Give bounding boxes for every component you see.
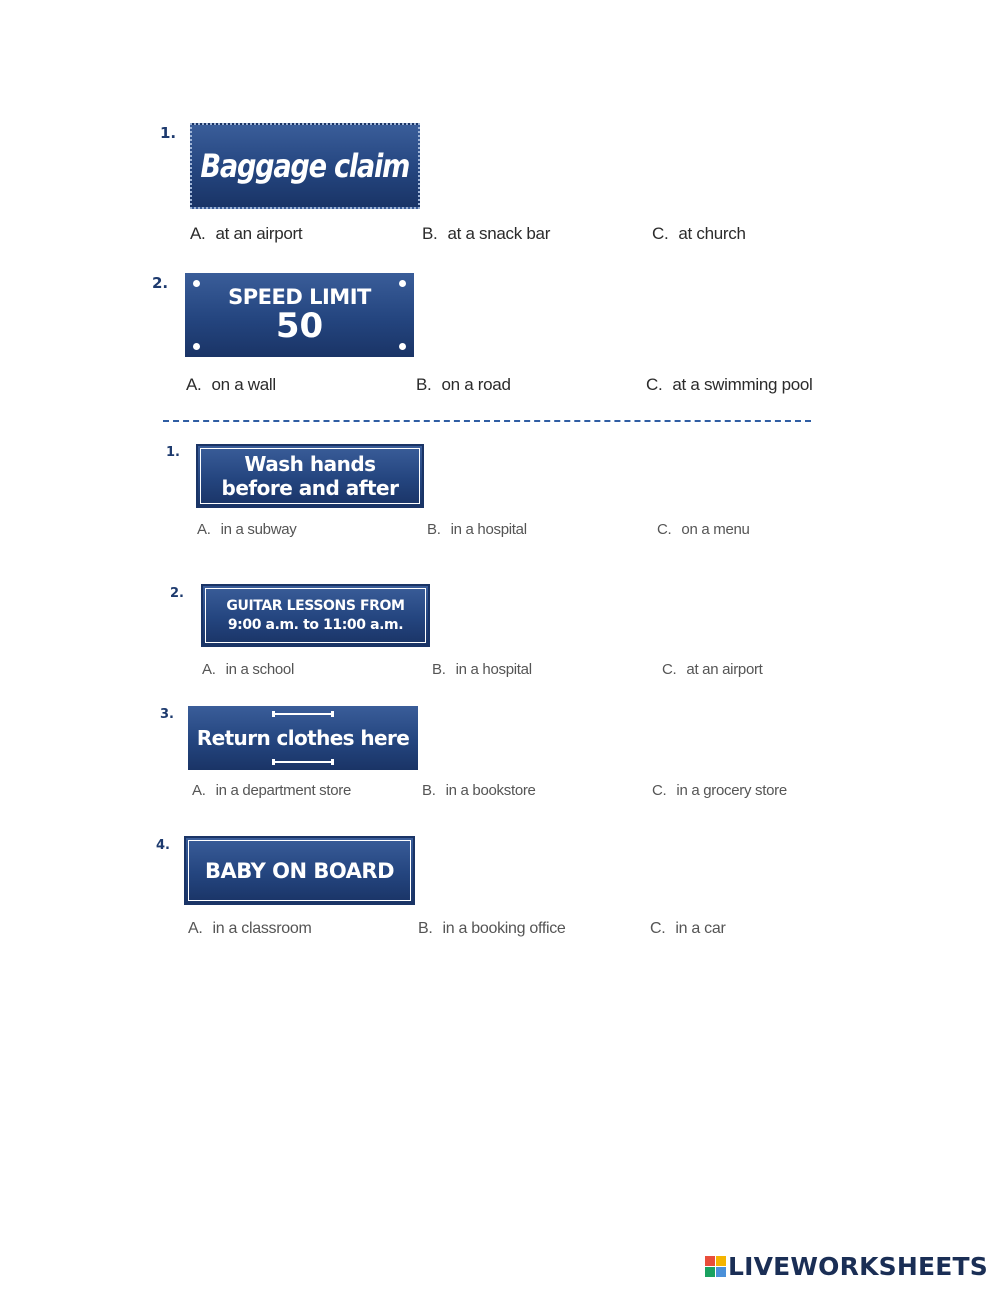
sign-text-line1: Wash hands xyxy=(244,452,376,476)
option-letter: B. xyxy=(416,375,432,394)
option-text: in a car xyxy=(675,920,726,937)
option-text: in a hospital xyxy=(455,661,532,678)
logo-block xyxy=(705,1256,715,1266)
option-letter: B. xyxy=(418,920,433,937)
option-c[interactable] xyxy=(646,375,813,395)
option-a[interactable] xyxy=(186,375,276,395)
option-text: on a wall xyxy=(211,375,276,394)
sign-text: BABY ON BOARD xyxy=(204,858,395,883)
screw-dot xyxy=(399,343,406,350)
sign-return-clothes xyxy=(188,706,418,770)
section-divider xyxy=(163,420,811,422)
option-text: at a swimming pool xyxy=(672,375,813,394)
option-letter: C. xyxy=(650,920,666,937)
option-text: in a department store xyxy=(215,782,352,799)
option-text: in a grocery store xyxy=(676,782,787,799)
logo-blocks-icon xyxy=(705,1256,726,1277)
option-letter: B. xyxy=(427,521,441,538)
question-number: 2. xyxy=(152,274,169,292)
option-text: in a bookstore xyxy=(445,782,536,799)
option-letter: A. xyxy=(190,224,206,243)
sign-text-line1: GUITAR LESSONS FROM xyxy=(226,597,405,614)
option-a[interactable] xyxy=(190,224,302,244)
logo-block xyxy=(716,1267,726,1277)
option-b[interactable] xyxy=(416,375,511,395)
sign-baby-on-board xyxy=(184,836,415,905)
option-letter: A. xyxy=(197,521,211,538)
option-b[interactable] xyxy=(422,782,536,799)
sign-text: Return clothes here xyxy=(196,726,410,750)
question-number: 1. xyxy=(166,445,180,460)
option-letter: A. xyxy=(188,920,203,937)
question-number: 3. xyxy=(160,707,174,722)
option-letter: A. xyxy=(192,782,206,799)
logo-text: LIVEWORKSHEETS xyxy=(727,1252,988,1281)
option-a[interactable] xyxy=(202,661,294,678)
option-letter: B. xyxy=(432,661,446,678)
option-c[interactable] xyxy=(662,661,763,678)
sign-text-line2: before and after xyxy=(221,476,399,500)
option-a[interactable] xyxy=(197,521,297,538)
option-b[interactable] xyxy=(427,521,527,538)
option-text: in a school xyxy=(225,661,294,678)
option-text: at church xyxy=(678,224,746,243)
sign-speed-limit xyxy=(185,273,414,357)
option-letter: C. xyxy=(662,661,677,678)
option-a[interactable] xyxy=(192,782,351,799)
question-number: 2. xyxy=(170,586,184,601)
sign-baggage-claim xyxy=(190,123,420,209)
option-b[interactable] xyxy=(422,224,550,244)
option-letter: A. xyxy=(186,375,202,394)
sign-text-line2: 9:00 a.m. to 11:00 a.m. xyxy=(227,616,404,633)
sign-text: Baggage claim xyxy=(200,147,410,185)
liveworksheets-logo[interactable] xyxy=(705,1252,988,1281)
option-b[interactable] xyxy=(432,661,532,678)
option-text: on a road xyxy=(441,375,511,394)
decorative-bar xyxy=(272,761,334,763)
sign-wash-hands xyxy=(196,444,424,508)
option-text: at a snack bar xyxy=(447,224,551,243)
sign-text-line2: 50 xyxy=(275,306,324,346)
screw-dot xyxy=(193,343,200,350)
option-letter: C. xyxy=(657,521,672,538)
option-text: at an airport xyxy=(215,224,303,243)
option-text: in a subway xyxy=(220,521,297,538)
option-text: in a classroom xyxy=(212,920,312,937)
option-c[interactable] xyxy=(650,920,725,938)
logo-block xyxy=(705,1267,715,1277)
sign-text-line1: SPEED LIMIT xyxy=(228,285,371,309)
option-text: on a menu xyxy=(681,521,750,538)
option-letter: C. xyxy=(652,224,669,243)
option-letter: C. xyxy=(652,782,667,799)
option-a[interactable] xyxy=(188,920,311,938)
option-text: in a hospital xyxy=(450,521,527,538)
option-b[interactable] xyxy=(418,920,566,938)
screw-dot xyxy=(193,280,200,287)
option-text: at an airport xyxy=(686,661,763,678)
decorative-bar xyxy=(272,713,334,715)
option-c[interactable] xyxy=(652,224,746,244)
option-c[interactable] xyxy=(657,521,750,538)
screw-dot xyxy=(399,280,406,287)
option-c[interactable] xyxy=(652,782,787,799)
sign-guitar-lessons xyxy=(201,584,430,647)
question-number: 4. xyxy=(156,838,170,853)
logo-block xyxy=(716,1256,726,1266)
option-letter: A. xyxy=(202,661,216,678)
option-letter: C. xyxy=(646,375,663,394)
question-number: 1. xyxy=(160,124,177,142)
option-text: in a booking office xyxy=(442,920,566,937)
option-letter: B. xyxy=(422,224,438,243)
option-letter: B. xyxy=(422,782,436,799)
